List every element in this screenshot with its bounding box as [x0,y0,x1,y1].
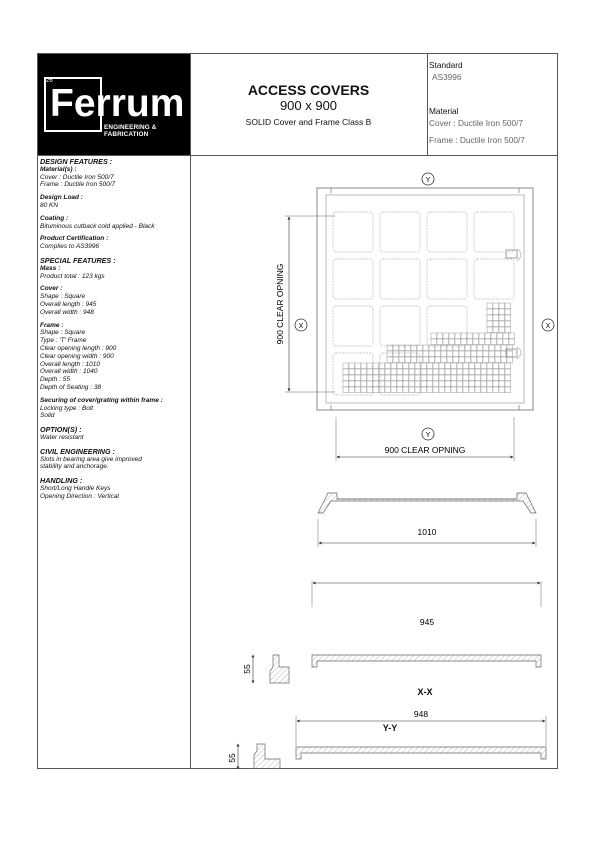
section-yy-label: Y-Y [382,723,398,733]
anti-slip-cell [403,375,409,381]
anti-slip-cell [441,357,447,363]
anti-slip-cell [391,381,397,387]
cover-spec-line: Shape : Square [40,293,86,301]
anti-slip-cell [505,327,511,333]
material-label: Material [429,106,459,116]
anti-slip-cell [373,381,379,387]
anti-slip-cell [489,351,495,357]
anti-slip-cell [499,387,505,393]
frame-spec-line: Shape : Square [40,329,86,337]
anti-slip-cell [481,369,487,375]
anti-slip-cell [493,321,499,327]
anti-slip-cell [427,363,433,369]
anti-slip-cell [343,369,349,375]
anti-slip-cell [465,357,471,363]
anti-slip-cell [487,321,493,327]
anti-slip-cell [355,363,361,369]
anti-slip-cell [457,375,463,381]
anti-slip-cell [373,369,379,375]
civil-engineering-line: Slots in bearing area give improved [40,455,142,463]
anti-slip-cell [459,351,465,357]
anti-slip-cell [507,351,513,357]
dimension-948: 948 [413,709,429,719]
frame-section-view [318,493,536,547]
anti-slip-cell [451,387,457,393]
anti-slip-cell [367,363,373,369]
technical-drawing [190,155,558,769]
anti-slip-cell [469,387,475,393]
section-xx-view [242,581,558,697]
anti-slip-cell [385,387,391,393]
frame-spec-line: Clear opening length : 900 [40,344,117,352]
dimension-1010: 1010 [417,527,437,537]
anti-slip-cell [427,381,433,387]
anti-slip-cell [349,363,355,369]
anti-slip-cell [403,387,409,393]
anti-slip-cell [453,351,459,357]
anti-slip-cell [397,387,403,393]
anti-slip-cell [409,375,415,381]
anti-slip-cell [495,357,501,363]
anti-slip-cell [373,375,379,381]
anti-slip-cell [505,369,511,375]
anti-slip-cell [399,357,405,363]
coating-value: Bituminous cutback cold applied - Black [40,222,155,230]
anti-slip-cell [391,363,397,369]
anti-slip-cell [487,369,493,375]
anti-slip-cell [433,387,439,393]
anti-slip-cell [447,357,453,363]
frame-spec-line: Overall length : 1010 [40,360,100,368]
anti-slip-cell [457,363,463,369]
anti-slip-cell [427,369,433,375]
civil-engineering-heading: CIVIL ENGINEERING : [40,446,115,456]
anti-slip-cell [385,363,391,369]
anti-slip-cell [445,375,451,381]
anti-slip-cell [373,363,379,369]
anti-slip-cell [421,369,427,375]
anti-slip-cell [471,345,477,351]
anti-slip-cell [433,369,439,375]
anti-slip-cell [493,315,499,321]
anti-slip-cell [439,375,445,381]
anti-slip-cell [451,381,457,387]
anti-slip-cell [459,357,465,363]
anti-slip-cell [421,375,427,381]
design-load-value: 80 KN [40,201,59,209]
anti-slip-cell [495,351,501,357]
frame-spec-line: Type : 'T' Frame [40,337,87,345]
anti-slip-cell [505,381,511,387]
anti-slip-cell [457,381,463,387]
civil-engineering-line: stability and anchorage. [40,463,109,471]
frame-spec-line: Depth of Seating : 38 [40,383,102,391]
section-xx-label: X-X [417,687,433,697]
drawing-sheet [37,53,558,769]
handling-heading: HANDLING : [40,476,83,486]
anti-slip-cell [411,357,417,363]
dimension-55-yy: 55 [227,753,237,763]
frame-label: Frame : [40,321,64,329]
frame-spec-line: Clear opening width : 900 [40,352,114,360]
special-features-heading: SPECIAL FEATURES : [40,255,116,265]
anti-slip-cell [385,381,391,387]
anti-slip-cell [449,333,455,339]
anti-slip-cell [439,387,445,393]
clear-opening-horizontal-label: 900 CLEAR OPNING [384,445,466,455]
materials-frame: Frame : Ductile Iron 500/7 [40,181,116,189]
anti-slip-cell [343,381,349,387]
anti-slip-cell [449,339,455,345]
anti-slip-cell [505,309,511,315]
anti-slip-cell [349,369,355,375]
anti-slip-cell [493,387,499,393]
anti-slip-cell [439,363,445,369]
anti-slip-cell [387,357,393,363]
anti-slip-cell [445,363,451,369]
anti-slip-cell [435,351,441,357]
securing-line: Solid [40,412,55,420]
specification-list [40,158,188,500]
anti-slip-cell [475,375,481,381]
anti-slip-cell [457,369,463,375]
anti-slip-cell [427,375,433,381]
anti-slip-cell [443,333,449,339]
anti-slip-cell [469,381,475,387]
anti-slip-cell [367,381,373,387]
anti-slip-cell [505,321,511,327]
anti-slip-cell [453,357,459,363]
anti-slip-cell [397,375,403,381]
anti-slip-cell [481,363,487,369]
anti-slip-cell [403,381,409,387]
anti-slip-cell [483,351,489,357]
anti-slip-cell [361,369,367,375]
anti-slip-cell [431,333,437,339]
anti-slip-cell [421,387,427,393]
page-title: ACCESS COVERS [247,82,370,98]
anti-slip-cell [471,357,477,363]
anti-slip-cell [503,333,509,339]
anti-slip-cell [493,327,499,333]
anti-slip-cell [397,369,403,375]
product-description: SOLID Cover and Frame Class B [245,117,372,127]
anti-slip-cell [439,369,445,375]
mass-value: Product total : 123 kgs [40,272,105,280]
section-yy-view [227,709,558,769]
anti-slip-cell [493,363,499,369]
anti-slip-cell [505,387,511,393]
anti-slip-cell [461,339,467,345]
material-cover: Cover : Ductile Iron 500/7 [429,118,524,128]
anti-slip-cell [429,351,435,357]
anti-slip-cell [445,381,451,387]
coating-label: Coating : [40,214,69,222]
anti-slip-cell [491,333,497,339]
anti-slip-cell [503,339,509,345]
cover-spec-line: Overall width : 948 [40,308,94,316]
frame-spec-line: Depth : 55 [40,376,70,384]
anti-slip-cell [403,369,409,375]
anti-slip-cell [385,369,391,375]
product-size: 900 x 900 [279,98,338,113]
anti-slip-cell [349,375,355,381]
anti-slip-cell [477,345,483,351]
anti-slip-cell [483,357,489,363]
anti-slip-cell [475,381,481,387]
anti-slip-cell [367,375,373,381]
anti-slip-cell [497,339,503,345]
anti-slip-cell [361,363,367,369]
mass-label: Mass : [40,264,61,272]
design-load-label: Design Load : [40,194,83,202]
certification-value: Complies to AS3996 [40,243,100,251]
anti-slip-cell [411,351,417,357]
anti-slip-cell [387,351,393,357]
options-value: Water resistant [40,433,84,441]
anti-slip-cell [421,363,427,369]
anti-slip-cell [465,345,471,351]
anti-slip-cell [451,363,457,369]
anti-slip-cell [445,369,451,375]
anti-slip-cell [423,357,429,363]
clear-opening-vertical-label: 900 CLEAR OPNING [275,263,285,345]
anti-slip-cell [391,375,397,381]
anti-slip-cell [403,363,409,369]
certification-label: Product Certification : [40,235,109,243]
anti-slip-cell [493,303,499,309]
anti-slip-cell [439,381,445,387]
anti-slip-cell [421,381,427,387]
anti-slip-cell [499,375,505,381]
anti-slip-cell [487,387,493,393]
anti-slip-cell [469,363,475,369]
anti-slip-cell [499,381,505,387]
dimension-55-xx: 55 [242,664,252,674]
anti-slip-cell [441,351,447,357]
anti-slip-cell [385,375,391,381]
anti-slip-cell [507,357,513,363]
anti-slip-cell [493,369,499,375]
anti-slip-cell [487,303,493,309]
anti-slip-cell [455,339,461,345]
anti-slip-cell [343,387,349,393]
anti-slip-cell [433,375,439,381]
anti-slip-cell [367,369,373,375]
anti-slip-cell [433,363,439,369]
anti-slip-cell [487,327,493,333]
anti-slip-cell [475,363,481,369]
anti-slip-cell [475,369,481,375]
anti-slip-cell [423,351,429,357]
anti-slip-cell [509,339,515,345]
section-y-label: Y [425,432,431,439]
logo-subtitle: ENGINEERING & FABRICATION [104,124,157,138]
anti-slip-cell [499,327,505,333]
anti-slip-cell [463,375,469,381]
securing-line: Locking type : Bolt [40,404,94,412]
anti-slip-cell [355,369,361,375]
standard-value: AS3996 [432,72,462,82]
anti-slip-cell [483,345,489,351]
anti-slip-cell [343,375,349,381]
anti-slip-cell [399,351,405,357]
anti-slip-cell [493,381,499,387]
anti-slip-cell [393,351,399,357]
anti-slip-cell [495,345,501,351]
anti-slip-cell [509,333,515,339]
anti-slip-cell [451,375,457,381]
anti-slip-cell [447,351,453,357]
anti-slip-cell [429,357,435,363]
section-y-label: Y [425,177,431,184]
anti-slip-cell [487,315,493,321]
materials-label: Material(s) : [40,165,77,173]
anti-slip-cell [397,363,403,369]
section-x-label: X [298,323,304,330]
anti-slip-cell [505,315,511,321]
anti-slip-cell [473,333,479,339]
anti-slip-cell [497,333,503,339]
anti-slip-cell [505,375,511,381]
cover-label: Cover : [40,285,63,293]
anti-slip-cell [471,351,477,357]
anti-slip-cell [481,387,487,393]
anti-slip-cell [487,375,493,381]
anti-slip-cell [499,369,505,375]
material-frame: Frame : Ductile Iron 500/7 [429,135,525,145]
section-x-label: X [545,323,551,330]
anti-slip-cell [361,375,367,381]
anti-slip-cell [499,321,505,327]
anti-slip-cell [505,363,511,369]
anti-slip-cell [489,345,495,351]
anti-slip-cell [367,387,373,393]
anti-slip-cell [391,387,397,393]
design-features-heading: DESIGN FEATURES : [40,157,113,166]
anti-slip-cell [437,339,443,345]
anti-slip-cell [361,381,367,387]
anti-slip-cell [417,351,423,357]
anti-slip-cell [505,303,511,309]
anti-slip-cell [479,333,485,339]
anti-slip-cell [409,381,415,387]
anti-slip-cell [499,309,505,315]
anti-slip-cell [445,387,451,393]
anti-slip-cell [437,333,443,339]
anti-slip-cell [355,387,361,393]
anti-slip-cell [349,381,355,387]
anti-slip-cell [481,375,487,381]
anti-slip-cell [477,357,483,363]
anti-slip-cell [475,387,481,393]
anti-slip-cell [467,339,473,345]
handling-line: Opening Direction : Vertical [40,492,119,500]
anti-slip-cell [487,309,493,315]
anti-slip-cell [431,339,437,345]
anti-slip-cell [405,351,411,357]
anti-slip-cell [473,339,479,345]
anti-slip-cell [393,357,399,363]
anti-slip-cell [493,309,499,315]
header-divider [427,54,428,155]
anti-slip-cell [405,357,411,363]
anti-slip-cell [485,339,491,345]
anti-slip-cell [485,333,491,339]
anti-slip-cell [423,345,429,351]
materials-cover: Cover : Ductile Iron 500/7 [40,173,114,181]
anti-slip-cell [409,387,415,393]
anti-slip-cell [397,381,403,387]
anti-slip-cell [465,351,471,357]
keyhole-icon [506,349,517,357]
anti-slip-cell [343,363,349,369]
frame-spec-line: Overall width : 1040 [40,368,98,376]
anti-slip-cell [463,369,469,375]
anti-slip-cell [469,369,475,375]
anti-slip-cell [435,357,441,363]
anti-slip-cell [507,345,513,351]
anti-slip-cell [477,351,483,357]
company-logo [38,54,190,155]
anti-slip-cell [355,381,361,387]
anti-slip-cell [349,387,355,393]
anti-slip-cell [455,333,461,339]
anti-slip-cell [409,363,415,369]
anti-slip-cell [361,387,367,393]
logo-element-number: 26 [46,78,53,84]
securing-label: Securing of cover/grating within frame : [40,396,163,404]
anti-slip-cell [499,363,505,369]
anti-slip-cell [461,333,467,339]
keyhole-icon [506,250,517,258]
anti-slip-cell [499,303,505,309]
anti-slip-cell [463,387,469,393]
anti-slip-cell [457,387,463,393]
plan-view [275,173,554,461]
anti-slip-cell [463,363,469,369]
anti-slip-cell [499,315,505,321]
anti-slip-cell [373,387,379,393]
anti-slip-cell [391,369,397,375]
standard-label: Standard [429,60,463,70]
options-heading: OPTION(S) : [40,425,82,435]
anti-slip-cell [463,381,469,387]
anti-slip-cell [433,381,439,387]
anti-slip-cell [491,339,497,345]
handling-line: Short/Long Handle Keys [40,484,111,492]
anti-slip-cell [467,333,473,339]
anti-slip-pattern [343,303,515,393]
logo-name: Ferrum [50,82,185,125]
cover-spec-line: Overall length : 945 [40,300,97,308]
anti-slip-cell [487,363,493,369]
anti-slip-cell [493,375,499,381]
dimension-945: 945 [419,617,435,627]
anti-slip-cell [427,387,433,393]
anti-slip-cell [479,339,485,345]
anti-slip-cell [489,357,495,363]
anti-slip-cell [443,339,449,345]
anti-slip-cell [451,369,457,375]
anti-slip-cell [487,381,493,387]
anti-slip-cell [409,369,415,375]
anti-slip-cell [481,381,487,387]
anti-slip-cell [501,357,507,363]
anti-slip-cell [355,375,361,381]
anti-slip-cell [469,375,475,381]
